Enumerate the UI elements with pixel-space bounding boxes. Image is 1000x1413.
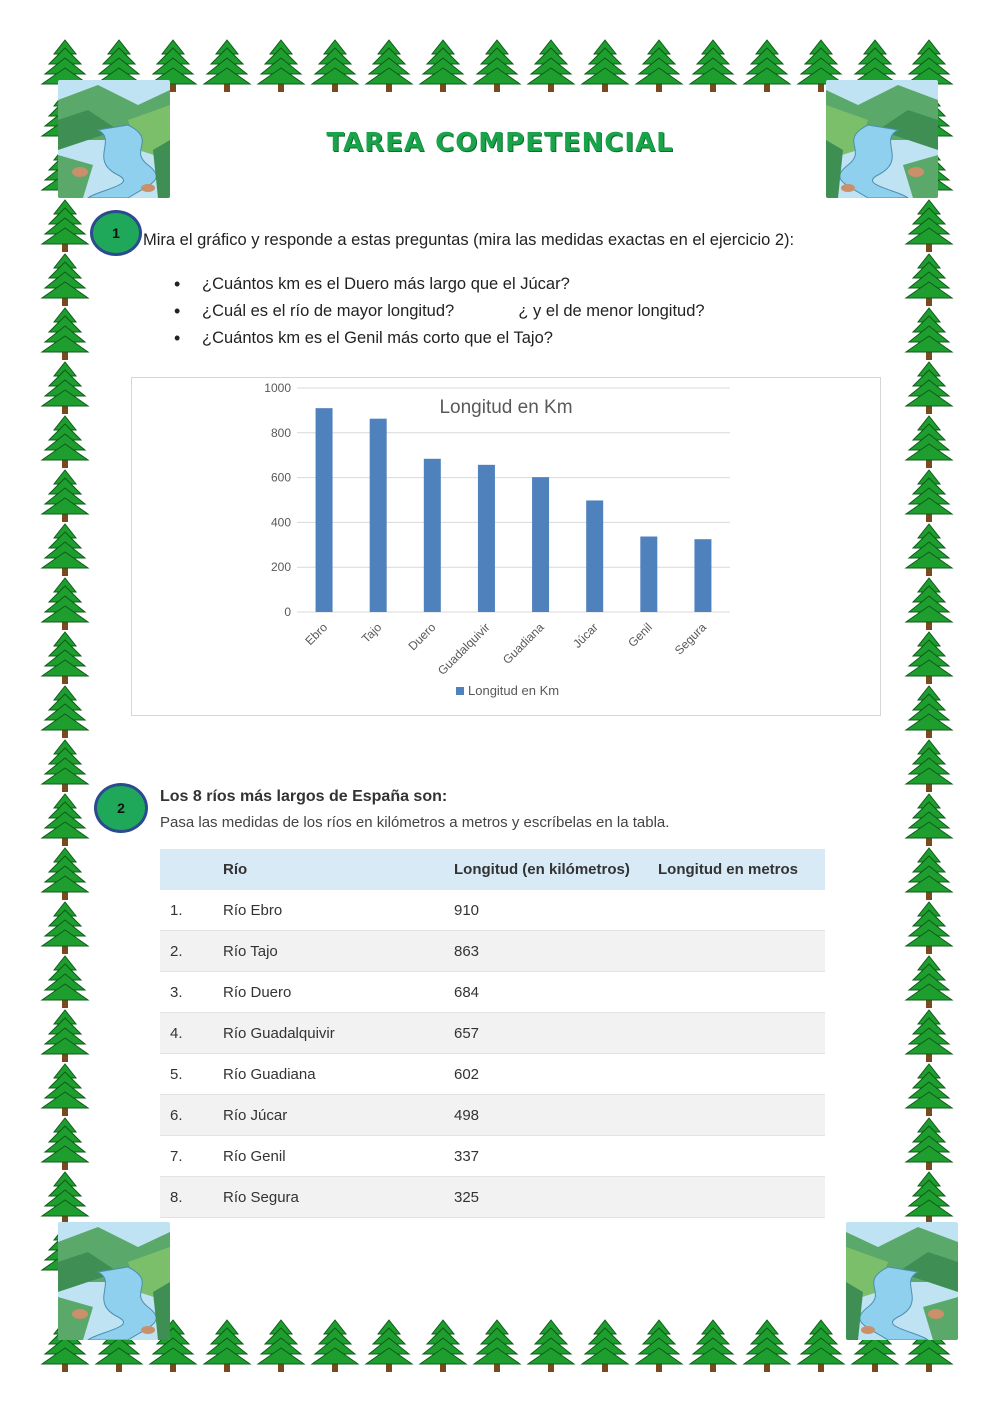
- x-tick-label: Genil: [625, 620, 655, 650]
- table-row: [160, 1095, 825, 1136]
- border-left-trees: [40, 90, 96, 1320]
- row-number: 3.: [170, 983, 183, 1001]
- table-row: [160, 972, 825, 1013]
- tree-icon: [580, 1318, 630, 1374]
- row-river: Río Guadiana: [223, 1065, 316, 1083]
- bar: [370, 419, 387, 612]
- tree-icon: [40, 1116, 90, 1177]
- table-row: [160, 1013, 825, 1054]
- table-row: [160, 931, 825, 972]
- row-number: 7.: [170, 1147, 183, 1165]
- bar: [586, 500, 603, 612]
- page-title: TAREA COMPETENCIAL: [326, 128, 674, 158]
- row-number: 8.: [170, 1188, 183, 1206]
- tree-icon: [364, 1318, 414, 1374]
- row-river: Río Genil: [223, 1147, 286, 1165]
- tree-icon: [310, 38, 360, 94]
- y-tick-label: 200: [270, 560, 291, 575]
- row-number: 6.: [170, 1106, 183, 1124]
- chart-title: Longitud en Km: [439, 397, 573, 418]
- tree-icon: [904, 252, 954, 313]
- row-river: Río Guadalquivir: [223, 1024, 335, 1042]
- x-tick-label: Júcar: [570, 620, 601, 651]
- border-bottom-trees: [40, 1318, 960, 1374]
- tree-icon: [526, 38, 576, 94]
- tree-icon: [904, 522, 954, 583]
- row-number: 2.: [170, 942, 183, 960]
- x-tick-label: Duero: [405, 620, 439, 654]
- tree-icon: [364, 38, 414, 94]
- bar: [532, 477, 549, 612]
- tree-icon: [310, 1318, 360, 1374]
- row-km: 910: [454, 901, 480, 919]
- tree-icon: [40, 252, 90, 313]
- row-km: 602: [454, 1065, 480, 1083]
- tree-icon: [904, 900, 954, 961]
- river-landscape-image-bottom-left: [58, 1222, 170, 1340]
- question-item: • ¿Cuál es el río de mayor longitud? ¿ y el de menor longitud?: [174, 301, 705, 328]
- exercise-2-number: 2: [117, 800, 125, 816]
- tree-icon: [40, 468, 90, 529]
- row-km: 863: [454, 942, 480, 960]
- row-km: 325: [454, 1188, 480, 1206]
- question-item: • ¿Cuántos km es el Genil más corto que el Tajo?: [174, 328, 705, 355]
- tree-icon: [742, 1318, 792, 1374]
- row-km: 684: [454, 983, 480, 1001]
- x-tick-label: Guadalquivir: [435, 620, 493, 678]
- tree-icon: [40, 522, 90, 583]
- tree-icon: [688, 38, 738, 94]
- row-km: 337: [454, 1147, 480, 1165]
- tree-icon: [256, 38, 306, 94]
- y-tick-label: 600: [270, 470, 291, 485]
- exercise-2-title: Los 8 ríos más largos de España son:: [160, 788, 448, 805]
- table-row: [160, 1136, 825, 1177]
- tree-icon: [40, 738, 90, 799]
- exercise-1-instructions: Mira el gráfico y responde a estas preguntas (mira las medidas exactas en el ejercicio 2):: [143, 231, 795, 249]
- tree-icon: [688, 1318, 738, 1374]
- tree-icon: [40, 306, 90, 367]
- tree-icon: [40, 954, 90, 1015]
- tree-icon: [418, 1318, 468, 1374]
- tree-icon: [40, 1008, 90, 1069]
- tree-icon: [904, 1116, 954, 1177]
- tree-icon: [40, 900, 90, 961]
- tree-icon: [796, 1318, 846, 1374]
- row-number: 4.: [170, 1024, 183, 1042]
- river-length-chart: [131, 377, 881, 716]
- y-tick-label: 0: [284, 605, 291, 619]
- tree-icon: [904, 738, 954, 799]
- bar: [478, 465, 495, 612]
- border-top-trees: [40, 38, 960, 94]
- row-river: Río Júcar: [223, 1106, 288, 1124]
- row-river: Río Tajo: [223, 942, 278, 960]
- tree-icon: [40, 198, 90, 259]
- table-row: [160, 890, 825, 931]
- row-river: Río Ebro: [223, 901, 283, 919]
- table-row: [160, 1054, 825, 1095]
- tree-icon: [40, 360, 90, 421]
- x-tick-label: Ebro: [302, 620, 331, 649]
- tree-icon: [40, 1062, 90, 1123]
- row-number: 1.: [170, 901, 183, 919]
- y-tick-label: 800: [270, 425, 291, 440]
- tree-icon: [634, 38, 684, 94]
- question-list: [174, 274, 705, 355]
- bar: [640, 537, 657, 612]
- border-right-trees: [904, 90, 960, 1320]
- chart-canvas: [132, 378, 882, 717]
- table-header-row: [160, 849, 825, 890]
- row-river: Río Segura: [223, 1188, 299, 1206]
- tree-icon: [40, 630, 90, 691]
- tree-icon: [904, 630, 954, 691]
- exercise-2-instructions: Pasa las medidas de los ríos en kilómetros a metros y escríbelas en la tabla.: [160, 814, 670, 831]
- tree-icon: [40, 792, 90, 853]
- tree-icon: [40, 684, 90, 745]
- question-item: • ¿Cuántos km es el Duero más largo que el Júcar?: [174, 274, 705, 301]
- tree-icon: [634, 1318, 684, 1374]
- bar: [316, 408, 333, 612]
- row-river: Río Duero: [223, 983, 292, 1001]
- bar: [694, 539, 711, 612]
- exercise-1-number: 1: [112, 225, 120, 241]
- rivers-table: [160, 849, 825, 1218]
- table-row: [160, 1177, 825, 1218]
- tree-icon: [472, 38, 522, 94]
- exercise-2-badge: [94, 783, 148, 833]
- bar: [424, 459, 441, 612]
- x-tick-label: Tajo: [358, 620, 385, 646]
- tree-icon: [904, 360, 954, 421]
- tree-icon: [904, 468, 954, 529]
- x-tick-label: Segura: [671, 620, 710, 658]
- tree-icon: [580, 38, 630, 94]
- y-tick-label: 1000: [264, 381, 291, 395]
- tree-icon: [904, 954, 954, 1015]
- exercise-1-badge: [90, 210, 142, 256]
- tree-icon: [472, 1318, 522, 1374]
- row-km: 498: [454, 1106, 480, 1124]
- tree-icon: [202, 38, 252, 94]
- row-km: 657: [454, 1024, 480, 1042]
- x-tick-label: Guadiana: [499, 620, 547, 667]
- tree-icon: [526, 1318, 576, 1374]
- tree-icon: [40, 576, 90, 637]
- river-landscape-image-bottom-right: [846, 1222, 958, 1340]
- tree-icon: [904, 306, 954, 367]
- tree-icon: [904, 684, 954, 745]
- tree-icon: [904, 1008, 954, 1069]
- header-length-m: Longitud en metros: [658, 861, 798, 878]
- tree-icon: [256, 1318, 306, 1374]
- tree-icon: [904, 576, 954, 637]
- row-number: 5.: [170, 1065, 183, 1083]
- tree-icon: [904, 198, 954, 259]
- header-river: Río: [223, 861, 248, 878]
- tree-icon: [904, 792, 954, 853]
- y-tick-label: 400: [270, 515, 291, 530]
- tree-icon: [904, 1062, 954, 1123]
- tree-icon: [40, 414, 90, 475]
- tree-icon: [742, 38, 792, 94]
- tree-icon: [202, 1318, 252, 1374]
- tree-icon: [418, 38, 468, 94]
- header-length-km: Longitud (en kilómetros): [454, 861, 630, 878]
- tree-icon: [904, 846, 954, 907]
- legend-label: Longitud en Km: [468, 683, 560, 698]
- tree-icon: [904, 414, 954, 475]
- legend-swatch: [456, 687, 464, 695]
- tree-icon: [40, 846, 90, 907]
